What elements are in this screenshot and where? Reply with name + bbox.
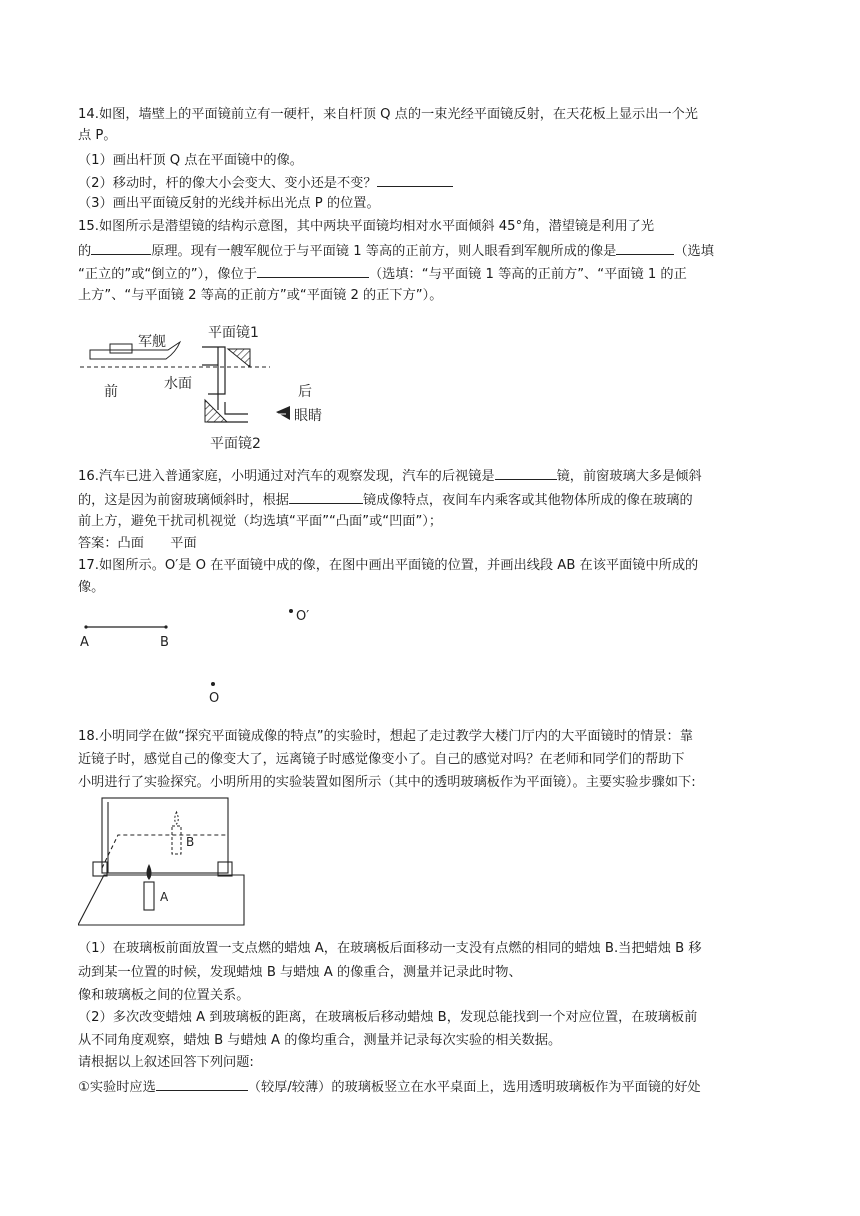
q16-line2a: 的，这是因为前窗玻璃倾斜时，根据 (78, 493, 289, 508)
point-b-label: B (160, 635, 169, 650)
q18-q1a: ①实验时应选 (78, 1080, 156, 1095)
q18-step2-line1: （2）多次改变蜡烛 A 到玻璃板的距离，在玻璃板后移动蜡烛 B，发现总能找到一个对应位置，在玻璃板前 (78, 1010, 698, 1025)
q16-line1b: 镜，前窗玻璃大多是倾斜 (556, 469, 702, 484)
q18-line3: 小明进行了实验探究。小明所用的实验装置如图所示（其中的透明玻璃板作为平面镜）。主要实验步骤如下: (78, 775, 696, 790)
q16-line3: 前上方，避免干扰司机视觉（均选填“平面”“凸面”或“凹面”）； (78, 514, 443, 529)
answer-blank[interactable] (616, 240, 674, 255)
q18-prompt: 请根据以上叙述回答下列问题: (78, 1055, 254, 1070)
point-o-prime (289, 609, 293, 613)
answer-blank[interactable] (289, 489, 363, 504)
periscope-figure (80, 322, 340, 454)
right-stand (218, 862, 232, 876)
warship-icon (90, 342, 180, 359)
q18-line2: 近镜子时，感觉自己的像变大了，远离镜子时感觉像变小了。自己的感觉对吗？在老师和同学们的帮助下 (78, 752, 685, 767)
experiment-figure (78, 790, 248, 930)
q14-sub1: （1）画出杆顶 Q 点在平面镜中的像。 (78, 153, 303, 168)
mirror1-label: 平面镜1 (208, 325, 259, 341)
answer-blank[interactable] (257, 263, 369, 278)
candle-a-label: A (160, 890, 169, 904)
mirror2-label: 平面镜2 (210, 436, 261, 452)
front-label: 前 (104, 384, 118, 400)
ship-label: 军舰 (138, 334, 166, 350)
q18-q1 (78, 1076, 701, 1098)
q15-line4: 上方”、“与平面镜 2 等高的正前方”或“平面镜 2 的正下方”）。 (78, 288, 443, 303)
candle-a-icon (144, 864, 154, 910)
q15-line3a: “正立的”或“倒立的”），像位于 (78, 267, 257, 282)
q15-line2 (78, 240, 714, 262)
q17-line1: 17.如图所示。O′是 O 在平面镜中成的像，在图中画出平面镜的位置，并画出线段 AB 在该平面镜中所成的 (78, 558, 699, 573)
q16-line2b: 镜成像特点，夜间车内乘客或其他物体所成的像在玻璃的 (363, 493, 693, 508)
answer-blank[interactable] (91, 240, 151, 255)
q17-line2: 像。 (78, 580, 105, 595)
q18-step1-line3: 像和玻璃板之间的位置关系。 (78, 988, 250, 1003)
q16-line2 (78, 489, 693, 511)
point-a (84, 625, 87, 628)
point-o (211, 682, 215, 686)
point-b (164, 625, 167, 628)
q14-line1: 14.如图，墙壁上的平面镜前立有一硬杆，来自杆顶 Q 点的一束光经平面镜反射，在天花板上显示出一个光 (78, 107, 698, 122)
q16-line1a: 16.汽车已进入普通家庭，小明通过对汽车的观察发现，汽车的后视镜是 (78, 469, 495, 484)
q14-sub2 (78, 172, 453, 194)
q18-line1: 18.小明同学在做“探究平面镜成像的特点”的实验时，想起了走过教学大楼门厅内的大平面镜时的情景：靠 (78, 729, 693, 744)
back-label: 后 (298, 384, 312, 400)
q16-answer: 答案：凸面 平面 (78, 536, 197, 551)
q15-line2b: 原理。现有一艘军舰位于与平面镜 1 等高的正前方，则人眼看到军舰所成的像是 (151, 244, 617, 259)
q15-line2c: （选填 (674, 244, 714, 259)
eye-label: 眼睛 (294, 408, 322, 424)
q18-q1b: （较厚/较薄）的玻璃板竖立在水平桌面上，选用透明玻璃板作为平面镜的好处 (247, 1080, 701, 1095)
q15-line3b: （选填：“与平面镜 1 等高的正前方”、“平面镜 1 的正 (368, 267, 687, 282)
q18-step1-line1: （1）在玻璃板前面放置一支点燃的蜡烛 A，在玻璃板后面移动一支没有点燃的相同的蜡烛 B.当把蜡烛 B 移 (78, 941, 702, 956)
point-a-label: A (80, 635, 89, 650)
q15-line3 (78, 263, 687, 285)
candle-b-label: B (186, 835, 195, 849)
eye-icon (276, 406, 290, 420)
mirror1 (228, 349, 250, 367)
q18-step2-line2: 从不同角度观察，蜡烛 B 与蜡烛 A 的像均重合，测量并记录每次实验的相关数据。 (78, 1033, 562, 1048)
candle-b-icon (172, 812, 181, 854)
q18-step1-line2: 动到某一位置的时候，发现蜡烛 B 与蜡烛 A 的像重合，测量并记录此时物、 (78, 965, 522, 980)
left-stand (93, 862, 107, 876)
q14-line2: 点 P。 (78, 128, 117, 143)
q17-figure (78, 600, 338, 710)
q15-line2a: 的 (78, 244, 92, 259)
point-o-prime-label: O′ (296, 609, 310, 624)
water-label: 水面 (164, 376, 192, 392)
q15-line1: 15.如图所示是潜望镜的结构示意图，其中两块平面镜均相对水平面倾斜 45°角，潜望镜是利用了光 (78, 219, 655, 234)
answer-blank[interactable] (377, 172, 453, 187)
answer-blank[interactable] (156, 1076, 248, 1091)
answer-blank[interactable] (495, 465, 557, 480)
q14-sub3: （3）画出平面镜反射的光线并标出光点 P 的位置。 (78, 196, 380, 211)
q16-line1 (78, 465, 702, 487)
point-o-label: O (209, 691, 220, 706)
q14-sub2-text: （2）移动时，杆的像大小会变大、变小还是不变？ (78, 176, 377, 191)
mirror2 (205, 400, 227, 422)
